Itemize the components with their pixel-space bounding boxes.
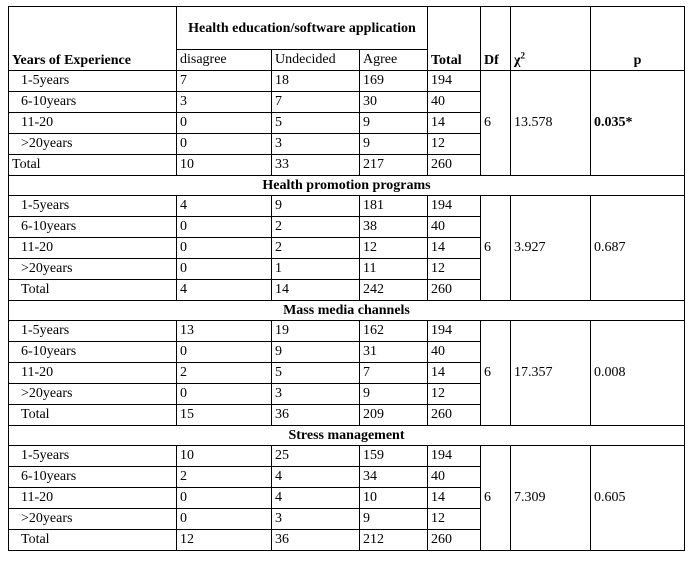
cell-undecided: 9 xyxy=(272,342,360,363)
header-p: p xyxy=(591,7,685,71)
row-label: >20years xyxy=(9,384,177,405)
table-row xyxy=(9,321,685,342)
row-label: 11-20 xyxy=(9,363,177,384)
header-group: Health education/software application xyxy=(177,7,428,50)
cell-undecided: 36 xyxy=(272,530,360,551)
header-df: Df xyxy=(481,7,511,71)
cell-disagree: 12 xyxy=(177,530,272,551)
cell-df: 6 xyxy=(481,446,511,551)
cell-agree: 34 xyxy=(360,467,428,488)
row-label: 1-5years xyxy=(9,196,177,217)
cell-undecided: 7 xyxy=(272,92,360,113)
row-label: 6-10years xyxy=(9,342,177,363)
row-label: 11-20 xyxy=(9,488,177,509)
cell-disagree: 2 xyxy=(177,467,272,488)
cell-total: 14 xyxy=(428,238,481,259)
cell-undecided: 2 xyxy=(272,217,360,238)
cell-agree: 31 xyxy=(360,342,428,363)
cell-undecided: 4 xyxy=(272,467,360,488)
chi-square-table xyxy=(8,6,685,551)
cell-total: 40 xyxy=(428,217,481,238)
cell-disagree: 0 xyxy=(177,509,272,530)
cell-agree: 169 xyxy=(360,71,428,92)
row-label-total: Total xyxy=(9,405,177,426)
row-label: >20years xyxy=(9,134,177,155)
cell-df: 6 xyxy=(481,71,511,176)
row-label-total: Total xyxy=(9,280,177,301)
chi-superscript: 2 xyxy=(520,50,525,61)
cell-total: 260 xyxy=(428,530,481,551)
cell-total: 260 xyxy=(428,155,481,176)
chi-symbol: χ xyxy=(514,53,521,68)
cell-total: 40 xyxy=(428,467,481,488)
cell-undecided: 1 xyxy=(272,259,360,280)
cell-disagree: 0 xyxy=(177,488,272,509)
cell-disagree: 10 xyxy=(177,446,272,467)
cell-total: 260 xyxy=(428,405,481,426)
cell-chi: 3.927 xyxy=(511,196,591,301)
cell-total: 14 xyxy=(428,488,481,509)
cell-total: 12 xyxy=(428,134,481,155)
cell-undecided: 3 xyxy=(272,134,360,155)
cell-agree: 11 xyxy=(360,259,428,280)
cell-df: 6 xyxy=(481,196,511,301)
cell-undecided: 36 xyxy=(272,405,360,426)
header-undecided: Undecided xyxy=(272,50,360,71)
row-label: 6-10years xyxy=(9,92,177,113)
cell-disagree: 10 xyxy=(177,155,272,176)
row-label: >20years xyxy=(9,509,177,530)
cell-total: 260 xyxy=(428,280,481,301)
cell-chi: 17.357 xyxy=(511,321,591,426)
cell-undecided: 4 xyxy=(272,488,360,509)
cell-total: 14 xyxy=(428,113,481,134)
cell-agree: 217 xyxy=(360,155,428,176)
cell-agree: 10 xyxy=(360,488,428,509)
cell-total: 194 xyxy=(428,446,481,467)
cell-agree: 212 xyxy=(360,530,428,551)
cell-p: 0.008 xyxy=(591,321,685,426)
cell-agree: 242 xyxy=(360,280,428,301)
cell-disagree: 0 xyxy=(177,259,272,280)
cell-total: 194 xyxy=(428,321,481,342)
cell-disagree: 0 xyxy=(177,342,272,363)
row-label: 1-5years xyxy=(9,446,177,467)
row-label: 6-10years xyxy=(9,467,177,488)
cell-total: 14 xyxy=(428,363,481,384)
row-label: 1-5years xyxy=(9,321,177,342)
cell-disagree: 4 xyxy=(177,280,272,301)
row-label: >20years xyxy=(9,259,177,280)
row-label: 11-20 xyxy=(9,238,177,259)
row-label-total: Total xyxy=(9,530,177,551)
cell-agree: 38 xyxy=(360,217,428,238)
cell-p: 0.605 xyxy=(591,446,685,551)
section-title: Mass media channels xyxy=(9,301,685,321)
cell-undecided: 5 xyxy=(272,363,360,384)
cell-total: 40 xyxy=(428,342,481,363)
cell-disagree: 0 xyxy=(177,134,272,155)
section-title: Stress management xyxy=(9,426,685,446)
cell-agree: 9 xyxy=(360,509,428,530)
cell-agree: 181 xyxy=(360,196,428,217)
cell-agree: 9 xyxy=(360,113,428,134)
cell-undecided: 25 xyxy=(272,446,360,467)
cell-agree: 30 xyxy=(360,92,428,113)
cell-total: 12 xyxy=(428,509,481,530)
cell-df: 6 xyxy=(481,321,511,426)
cell-agree: 9 xyxy=(360,134,428,155)
cell-agree: 159 xyxy=(360,446,428,467)
header-chi xyxy=(511,7,591,71)
cell-agree: 7 xyxy=(360,363,428,384)
section-header-row xyxy=(9,176,685,196)
cell-undecided: 19 xyxy=(272,321,360,342)
cell-disagree: 0 xyxy=(177,238,272,259)
table-row xyxy=(9,196,685,217)
cell-undecided: 5 xyxy=(272,113,360,134)
table-container xyxy=(8,6,685,551)
cell-undecided: 2 xyxy=(272,238,360,259)
cell-total: 40 xyxy=(428,92,481,113)
cell-disagree: 2 xyxy=(177,363,272,384)
table-row xyxy=(9,446,685,467)
cell-disagree: 3 xyxy=(177,92,272,113)
cell-agree: 162 xyxy=(360,321,428,342)
cell-agree: 209 xyxy=(360,405,428,426)
cell-undecided: 3 xyxy=(272,384,360,405)
cell-disagree: 13 xyxy=(177,321,272,342)
cell-total: 194 xyxy=(428,71,481,92)
section-header-row xyxy=(9,426,685,446)
cell-disagree: 0 xyxy=(177,217,272,238)
row-label-total: Total xyxy=(9,155,177,176)
row-label: 11-20 xyxy=(9,113,177,134)
cell-disagree: 0 xyxy=(177,384,272,405)
cell-undecided: 9 xyxy=(272,196,360,217)
cell-disagree: 4 xyxy=(177,196,272,217)
cell-agree: 9 xyxy=(360,384,428,405)
section-title: Health promotion programs xyxy=(9,176,685,196)
cell-undecided: 18 xyxy=(272,71,360,92)
cell-total: 12 xyxy=(428,259,481,280)
cell-chi: 13.578 xyxy=(511,71,591,176)
cell-disagree: 0 xyxy=(177,113,272,134)
cell-agree: 12 xyxy=(360,238,428,259)
row-label: 6-10years xyxy=(9,217,177,238)
cell-disagree: 15 xyxy=(177,405,272,426)
header-total: Total xyxy=(428,7,481,71)
header-row-top xyxy=(9,7,685,50)
table-row xyxy=(9,71,685,92)
cell-p: 0.687 xyxy=(591,196,685,301)
row-label: 1-5years xyxy=(9,71,177,92)
header-years: Years of Experience xyxy=(9,7,177,71)
cell-disagree: 7 xyxy=(177,71,272,92)
cell-chi: 7.309 xyxy=(511,446,591,551)
section-header-row xyxy=(9,301,685,321)
header-disagree: disagree xyxy=(177,50,272,71)
cell-total: 194 xyxy=(428,196,481,217)
cell-undecided: 14 xyxy=(272,280,360,301)
cell-p: 0.035* xyxy=(591,71,685,176)
cell-undecided: 3 xyxy=(272,509,360,530)
cell-undecided: 33 xyxy=(272,155,360,176)
header-agree: Agree xyxy=(360,50,428,71)
cell-total: 12 xyxy=(428,384,481,405)
